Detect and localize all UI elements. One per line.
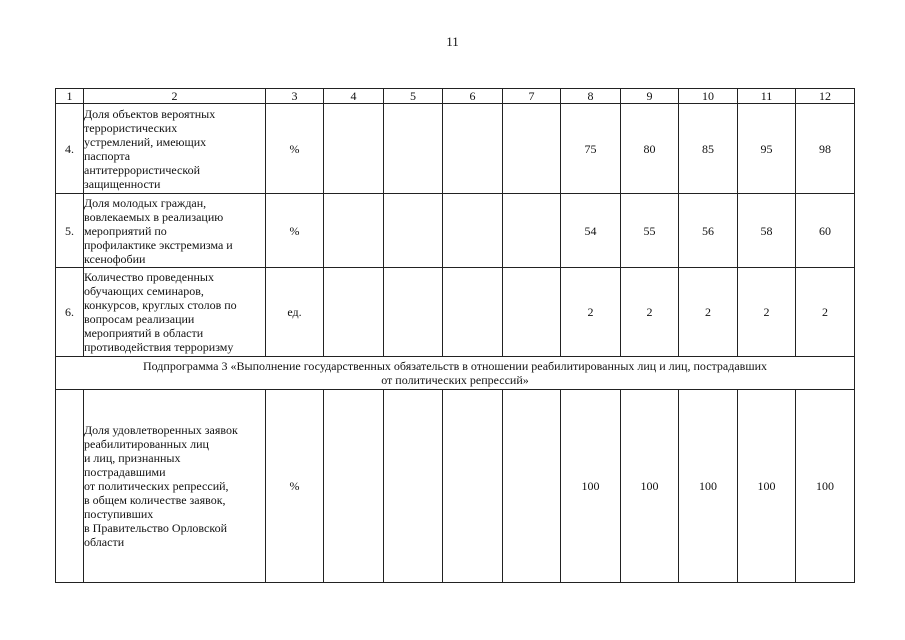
table-row	[56, 390, 855, 583]
row-number: 4.	[56, 104, 84, 194]
row-number: 5.	[56, 194, 84, 268]
value-cell: 98	[796, 104, 855, 194]
column-header: 9	[621, 89, 679, 104]
indicator-name	[84, 268, 266, 357]
column-number-row	[56, 89, 855, 104]
column-header: 1	[56, 89, 84, 104]
unit-cell: ед.	[266, 268, 324, 357]
column-header: 3	[266, 89, 324, 104]
value-cell	[503, 104, 561, 194]
value-cell	[443, 390, 503, 583]
indicator-name-line: устремлений, имеющих	[84, 134, 207, 149]
indicator-name-line: Доля удовлетворенных заявок	[84, 423, 238, 437]
value-cell: 95	[738, 104, 796, 194]
indicator-name-line: Количество проведенных	[84, 270, 214, 284]
column-header: 7	[503, 89, 561, 104]
indicator-name-line: антитеррористической	[84, 162, 201, 177]
indicator-name-line: Доля объектов вероятных	[84, 106, 216, 121]
indicator-name-line: защищенности	[84, 176, 161, 191]
value-cell: 55	[621, 194, 679, 268]
indicator-name-line: мероприятий по	[84, 223, 167, 238]
value-cell	[503, 268, 561, 357]
indicator-name-line: паспорта	[84, 148, 131, 163]
unit-cell: %	[266, 194, 324, 268]
table-row	[56, 104, 855, 194]
value-cell	[503, 390, 561, 583]
indicator-name-line: от политических репрессий,	[84, 479, 229, 493]
value-cell: 2	[738, 268, 796, 357]
value-cell	[324, 194, 384, 268]
value-cell	[324, 390, 384, 583]
value-cell: 100	[796, 390, 855, 583]
column-header: 11	[738, 89, 796, 104]
indicator-name	[84, 104, 266, 194]
value-cell: 58	[738, 194, 796, 268]
value-cell	[443, 104, 503, 194]
subprogram-row	[56, 357, 855, 390]
indicator-name-line: ксенофобии	[84, 251, 146, 266]
value-cell	[443, 194, 503, 268]
indicator-name	[84, 390, 266, 583]
value-cell	[324, 104, 384, 194]
value-cell	[324, 268, 384, 357]
value-cell: 75	[561, 104, 621, 194]
column-header: 5	[384, 89, 443, 104]
value-cell: 2	[796, 268, 855, 357]
row-number: 6.	[56, 268, 84, 357]
value-cell: 100	[621, 390, 679, 583]
indicator-name-line: поступивших	[84, 507, 154, 521]
indicator-name-line: реабилитированных лиц	[84, 437, 209, 451]
value-cell	[384, 104, 443, 194]
unit-cell: %	[266, 390, 324, 583]
indicator-name	[84, 194, 266, 268]
value-cell: 2	[621, 268, 679, 357]
indicator-name-line: вопросам реализации	[84, 312, 195, 326]
column-header: 10	[679, 89, 738, 104]
value-cell: 2	[679, 268, 738, 357]
value-cell: 56	[679, 194, 738, 268]
indicator-name-line: в общем количестве заявок,	[84, 493, 226, 507]
indicator-name-line: и лиц, признанных	[84, 451, 181, 465]
column-header: 12	[796, 89, 855, 104]
indicator-name-line: конкурсов, круглых столов по	[84, 298, 237, 312]
indicator-name-line: области	[84, 535, 125, 549]
indicators-table	[55, 88, 855, 583]
value-cell	[384, 268, 443, 357]
table-row	[56, 194, 855, 268]
value-cell	[443, 268, 503, 357]
indicator-name-line: профилактике экстремизма и	[84, 237, 233, 252]
value-cell: 80	[621, 104, 679, 194]
row-number	[56, 390, 84, 583]
value-cell	[503, 194, 561, 268]
indicator-name-line: террористических	[84, 120, 178, 135]
value-cell: 60	[796, 194, 855, 268]
value-cell	[384, 194, 443, 268]
value-cell: 100	[738, 390, 796, 583]
value-cell	[384, 390, 443, 583]
unit-cell: %	[266, 104, 324, 194]
column-header: 8	[561, 89, 621, 104]
value-cell: 100	[561, 390, 621, 583]
value-cell: 100	[679, 390, 738, 583]
subprogram-title-line: от политических репрессий»	[381, 373, 529, 387]
indicator-name-line: пострадавшими	[84, 465, 166, 479]
column-header: 2	[84, 89, 266, 104]
indicator-name-line: противодействия терроризму	[84, 340, 234, 354]
value-cell: 85	[679, 104, 738, 194]
value-cell: 2	[561, 268, 621, 357]
subprogram-title-line: Подпрограмма 3 «Выполнение государственных обязательств в отношении реабилитированных лиц и лиц, пострадавших	[142, 359, 768, 373]
column-header: 4	[324, 89, 384, 104]
column-header: 6	[443, 89, 503, 104]
indicator-name-line: мероприятий в области	[84, 326, 204, 340]
indicator-name-line: обучающих семинаров,	[84, 284, 204, 298]
indicator-name-line: в Правительство Орловской	[84, 521, 227, 535]
page-number: 11	[446, 34, 459, 49]
indicator-name-line: Доля молодых граждан,	[84, 195, 207, 210]
indicator-name-line: вовлекаемых в реализацию	[84, 209, 224, 224]
subprogram-title	[56, 357, 855, 390]
value-cell: 54	[561, 194, 621, 268]
table-row	[56, 268, 855, 357]
